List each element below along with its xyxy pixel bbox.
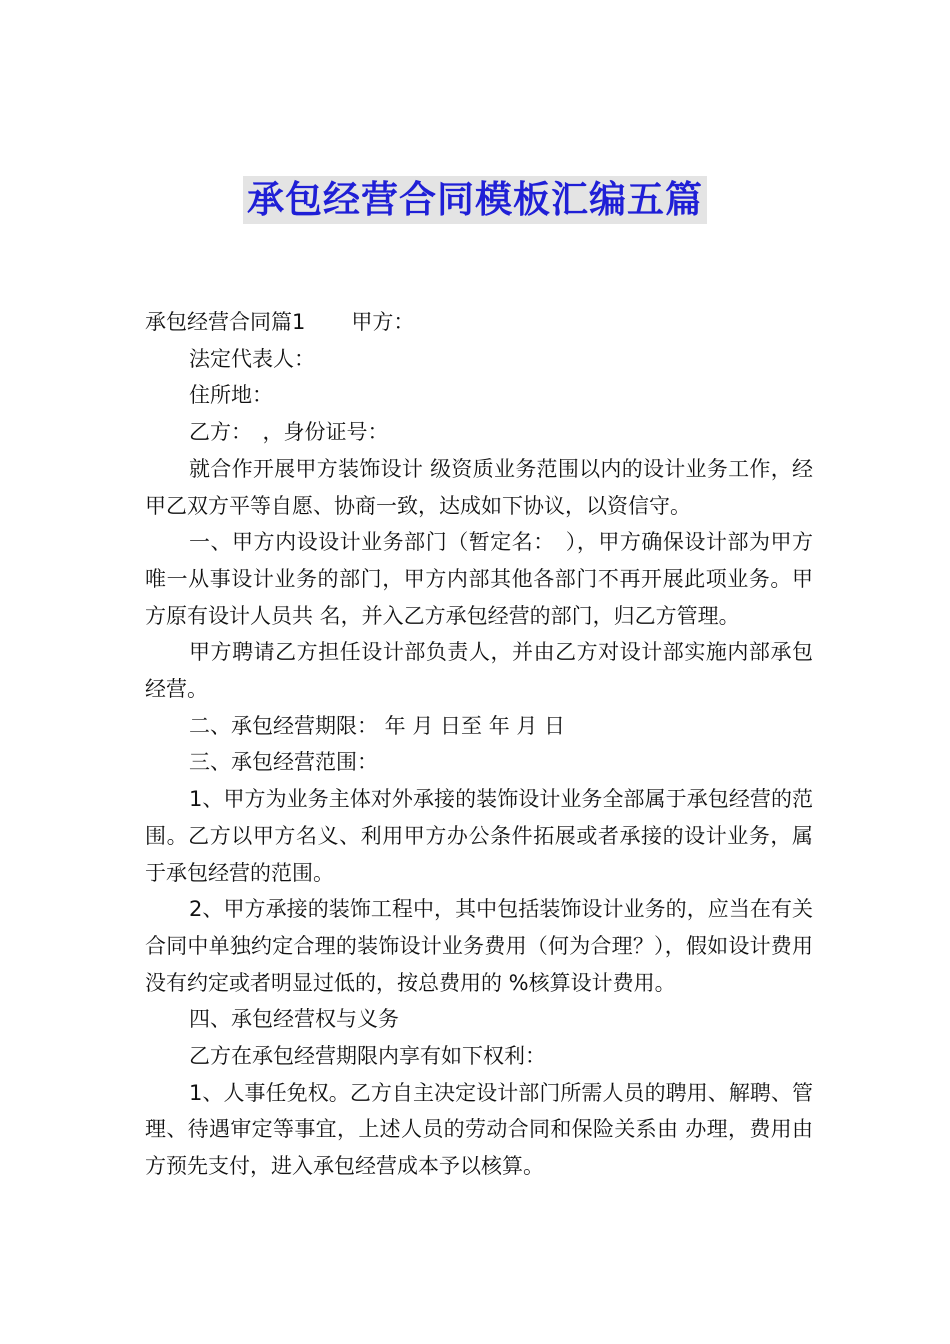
paragraph: 就合作开展甲方装饰设计 级资质业务范围以内的设计业务工作，经甲乙双方平等自愿、协商一致，达成如下协议，以资信守。 [145,456,813,518]
paragraph: 1、甲方为业务主体对外承接的装饰设计业务全部属于承包经营的范围。乙方以甲方名义、利用甲方办公条件拓展或者承接的设计业务，属于承包经营的范围。 [145,787,813,885]
paragraph: 一、甲方内设设计业务部门（暂定名： ），甲方确保设计部为甲方唯一从事设计业务的部门，甲方内部其他各部门不再开展此项业务。甲方原有设计人员共 名，并入乙方承包经营的部门，归乙方管理。 [145,530,813,628]
paragraph: 1、人事任免权。乙方自主决定设计部门所需人员的聘用、解聘、管理、待遇审定等事宜，上述人员的劳动合同和保险关系由 办理，费用由 方预先支付，进入承包经营成本予以核算。 [145,1080,813,1179]
paragraph: 住所地： [189,383,273,408]
paragraph: 乙方在承包经营期限内享有如下权利： [189,1044,546,1069]
contract-heading: 承包经营合同篇1 [145,310,306,334]
paragraph: 二、承包经营期限： 年 月 日至 年 月 日 [189,713,566,738]
paragraph: 甲方聘请乙方担任设计部负责人，并由乙方对设计部实施内部承包经营。 [145,640,813,702]
party-a-label: 甲方： [351,310,415,334]
paragraph: 2、甲方承接的装饰工程中，其中包括装饰设计业务的，应当在有关合同中单独约定合理的装饰设计业务费用（何为合理？），假如设计费用没有约定或者明显过低的，按总费用的 %核算设计费用。 [145,897,813,995]
paragraph: 四、承包经营权与义务 [189,1007,399,1032]
title-container [0,176,950,224]
paragraph: 三、承包经营范围： [189,750,378,775]
document-body [145,304,813,1185]
paragraph: 法定代表人： [189,346,315,371]
document-title: 承包经营合同模板汇编五篇 [243,176,707,224]
contract-heading-line [145,304,813,341]
paragraph: 乙方： ，身份证号： [189,420,389,445]
